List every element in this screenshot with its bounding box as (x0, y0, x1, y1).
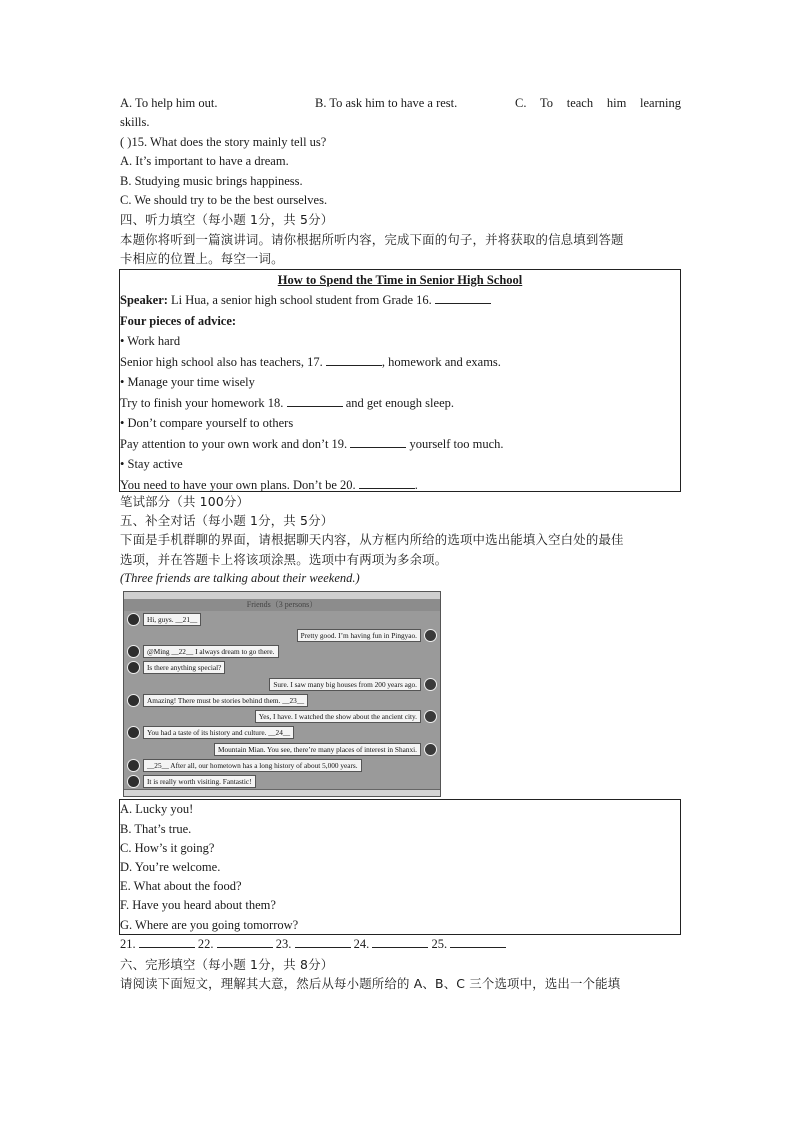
chat-message: Hi, guys. __21__ (143, 613, 201, 626)
section6-heading: 六、完形填空（每小题 1分，共 8分） (120, 956, 334, 972)
avatar (127, 694, 140, 707)
option-g: G. Where are you going tomorrow? (120, 917, 299, 932)
advice-bullet-4: • Stay active (120, 457, 183, 472)
advice-line-18-end: and get enough sleep. (342, 395, 454, 410)
answer-label-25: 25. (431, 937, 448, 952)
chat-message: You had a taste of its history and culture. __24__ (143, 726, 294, 739)
avatar (127, 613, 140, 626)
q14-options (120, 94, 681, 113)
option-e: E. What about the food? (120, 879, 242, 894)
avatar (424, 743, 437, 756)
chat-message: Sure. I saw many big houses from 200 years ago. (269, 678, 421, 691)
advice-line-17-end: , homework and exams. (381, 354, 501, 369)
chat-message: Amazing! There must be stories behind them. __23__ (143, 694, 308, 707)
options-box (119, 799, 681, 935)
answer-blanks (120, 935, 681, 954)
chat-message: Pretty good. I’m having fun in Pingyao. (297, 629, 421, 642)
advice-label: Four pieces of advice: (120, 313, 237, 328)
section5-instruction-2: 选项，并在答题卡上将该项涂黑。选项中有两项为多余项。 (120, 551, 448, 567)
advice-bullet-3: • Don’t compare yourself to others (120, 416, 294, 431)
speaker-label: Speaker: (120, 293, 168, 308)
q14-option-c-cont: skills. (120, 115, 150, 130)
answer-blank-24[interactable] (372, 935, 428, 948)
avatar (424, 710, 437, 723)
avatar (127, 775, 140, 788)
answer-blank-23[interactable] (295, 935, 351, 948)
option-b: B. That’s true. (120, 821, 192, 836)
chat-message: @Ming __22__ I always dream to go there. (143, 645, 279, 658)
section6-instruction-1: 请阅读下面短文，理解其大意，然后从每小题所给的 A、B、C 三个选项中，选出一个能填 (120, 976, 621, 992)
listening-box (119, 269, 681, 492)
blank-19[interactable] (350, 435, 406, 448)
q14-option-c: C. To teach him learning (515, 96, 681, 110)
listening-box-title: How to Spend the Time in Senior High School (277, 272, 523, 287)
advice-line-20-end: . (414, 477, 418, 492)
avatar (127, 726, 140, 739)
option-d: D. You’re welcome. (120, 860, 221, 875)
option-a: A. Lucky you! (120, 802, 194, 817)
chat-input-bar (124, 789, 440, 796)
advice-line-18-start: Try to finish your homework 18. (120, 395, 284, 410)
blank-18[interactable] (287, 394, 343, 407)
chat-screenshot (123, 591, 441, 797)
avatar (424, 678, 437, 691)
section4-instruction-2: 卡相应的位置上。每空一词。 (120, 251, 284, 267)
advice-line-19-start: Pay attention to your own work and don’t 19. (120, 436, 348, 451)
section5-heading: 五、补全对话（每小题 1分，共 5分） (120, 512, 334, 528)
section4-instruction-1: 本题你将听到一篇演讲词。请你根据所听内容，完成下面的句子，并将获取的信息填到答题 (120, 231, 624, 247)
q15-option-a: A. It’s important to have a dream. (120, 154, 289, 169)
avatar (127, 661, 140, 674)
chat-message: Mountain Mian. You see, there’re many places of interest in Shanxi. (214, 743, 421, 756)
section4-heading: 四、听力填空（每小题 1分，共 5分） (120, 212, 334, 228)
avatar (127, 759, 140, 772)
speaker-text: Li Hua, a senior high school student from Grade 16. (167, 293, 432, 308)
advice-line-18 (120, 393, 680, 414)
advice-bullet-1: • Work hard (120, 334, 181, 349)
answer-label-23: 23. (275, 937, 292, 952)
advice-line-20-start: You need to have your own plans. Don’t be 20. (120, 477, 356, 492)
answer-label-21: 21. (120, 937, 136, 952)
advice-line-19 (120, 434, 680, 455)
chat-title: Friends（3 persons） (124, 599, 440, 611)
option-c: C. How’s it going? (120, 840, 215, 855)
q15-stem: ( )15. What does the story mainly tell us? (120, 134, 327, 149)
advice-line-19-end: yourself too much. (406, 436, 504, 451)
avatar (424, 629, 437, 642)
q15-option-b: B. Studying music brings happiness. (120, 173, 303, 188)
speaker-line (120, 290, 680, 311)
chat-message: It is really worth visiting. Fantastic! (143, 775, 256, 788)
option-f: F. Have you heard about them? (120, 898, 276, 913)
chat-message: Yes, I have. I watched the show about the ancient city. (255, 710, 421, 723)
q14-option-b: B. To ask him to have a rest. (315, 96, 458, 110)
answer-blank-21[interactable] (139, 935, 195, 948)
exam-page (120, 94, 681, 994)
answer-blank-22[interactable] (217, 935, 273, 948)
advice-line-17 (120, 352, 680, 373)
avatar (127, 645, 140, 658)
q14-option-a: A. To help him out. (120, 96, 218, 110)
advice-bullet-2: • Manage your time wisely (120, 375, 255, 390)
chat-message: Is there anything special? (143, 661, 225, 674)
answer-label-22: 22. (197, 937, 214, 952)
scene-description: (Three friends are talking about their weekend.) (120, 571, 360, 586)
chat-message: __25__ After all, our hometown has a long history of about 5,000 years. (143, 759, 362, 772)
blank-16[interactable] (435, 291, 491, 304)
advice-line-17-start: Senior high school also has teachers, 17. (120, 354, 323, 369)
section5-instruction-1: 下面是手机群聊的界面，请根据聊天内容，从方框内所给的选项中选出能填入空白处的最佳 (120, 532, 624, 548)
blank-20[interactable] (359, 476, 415, 489)
blank-17[interactable] (326, 353, 382, 366)
q15-option-c: C. We should try to be the best ourselves. (120, 192, 328, 207)
written-part-heading: 笔试部分（共 100分） (120, 493, 250, 509)
answer-blank-25[interactable] (450, 935, 506, 948)
answer-label-24: 24. (353, 937, 370, 952)
